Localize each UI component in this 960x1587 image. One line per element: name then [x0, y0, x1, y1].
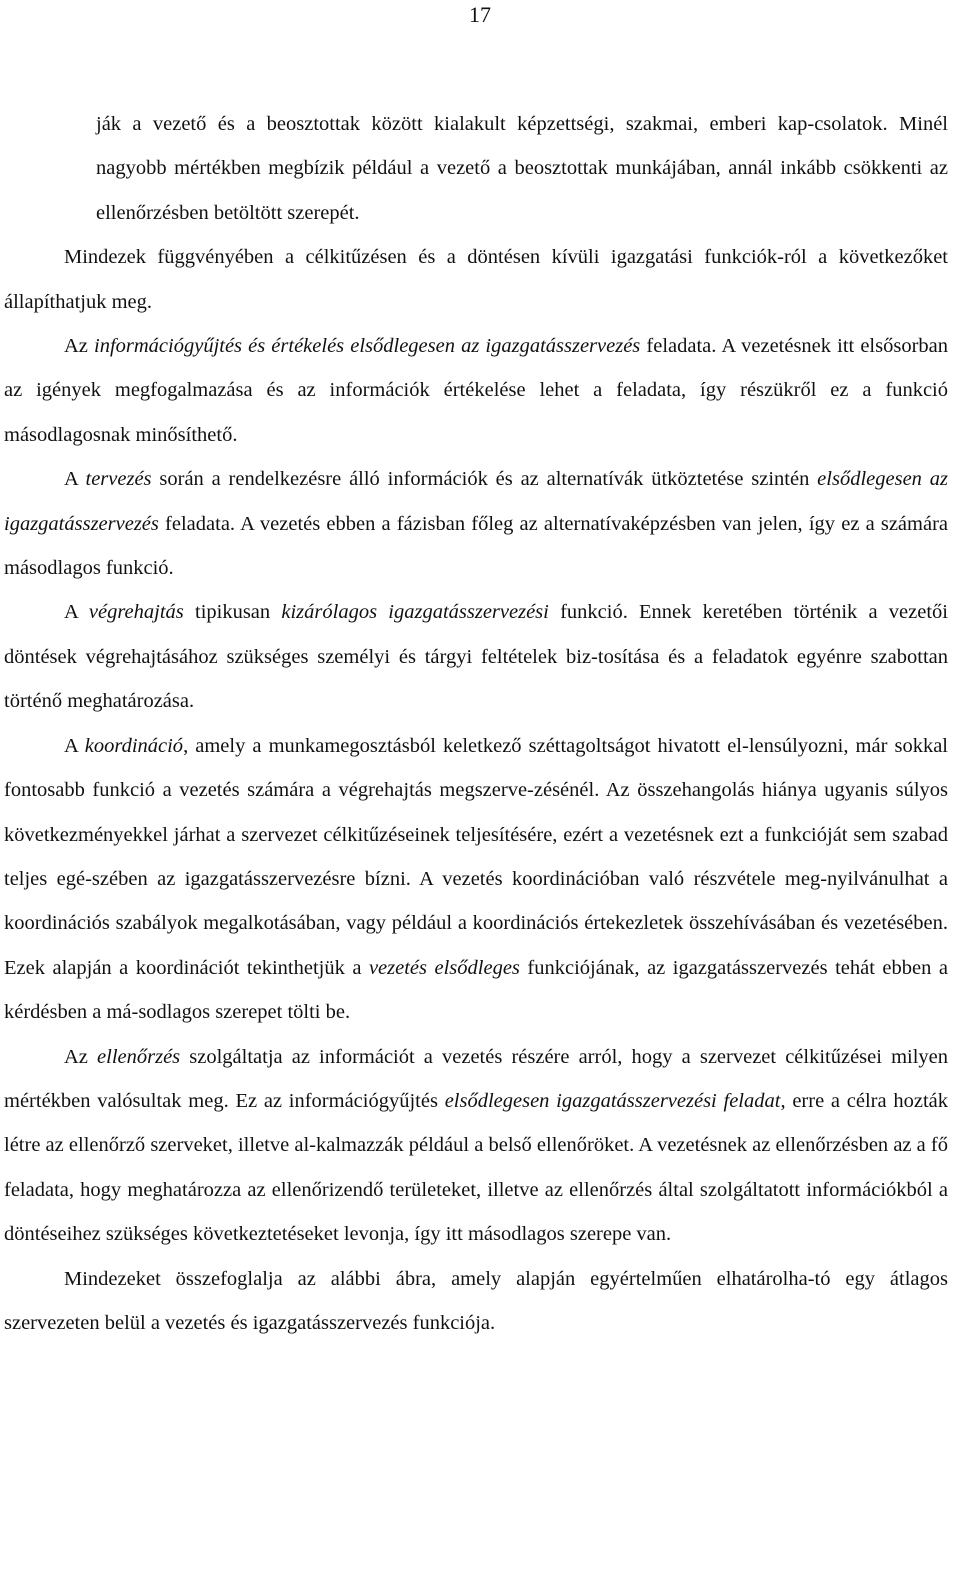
text-run: A [64, 601, 89, 624]
italic-run: tervezés [85, 468, 152, 491]
italic-run: ellenőrzés [97, 1045, 181, 1068]
text-run: ják a vezető és a beosztottak között kialakult képzettségi, szakmai, emberi kap-csolatok. Minél nagyobb mértékben megbízik például a vezető a beosztottak munkájában, annál inkább csökkenti az ellenőrzésben betöltött szerepét. [96, 113, 948, 224]
text-run: Mindezeket összefoglalja az alábbi ábra, amely alapján egyértelműen elhatárolha-tó egy átlagos szervezeten belül a vezetés és igazgatásszervezés funkciója. [4, 1267, 948, 1334]
text-run: tipikusan [183, 601, 282, 624]
italic-run: vezetés elsődleges [368, 956, 520, 979]
document-body [4, 102, 948, 1345]
paragraph [4, 1257, 948, 1346]
text-run: funkció. Ennek keretében történik a vezetői döntések végrehajtásához szükséges személyi és tárgyi feltételek biz-tosítása és a feladatok egyénre szabottan történő meghatározása. [4, 601, 948, 713]
paragraph [4, 1035, 948, 1257]
text-run: A [64, 468, 86, 491]
page-number: 17 [469, 2, 491, 27]
text-run: A [64, 734, 85, 757]
text-run: , erre a célra hozták létre az ellenőrző szerveket, illetve al-kalmazzák például a belső ellenőröket. A vezetésnek az ellenőrzésben az a fő feladata, hogy meghatározza az ellenőrizendő területeket, illetve az ellenőrzés által szolgáltatott információkból a döntéseihez szükséges következtetéseket levonja, így itt másodlagos szerepe van. [4, 1089, 948, 1246]
paragraph [4, 235, 948, 324]
text-run: során a rendelkezésre álló információk és az alternatívák ütköztetése szintén [151, 468, 818, 491]
text-run: feladata. A vezetés ebben a fázisban főleg az alternatívaképzésben van jelen, így ez a számára másodlagos funkció. [4, 512, 948, 580]
italic-run: végrehajtás [88, 601, 184, 624]
italic-run: információgyűjtés és értékelés elsődlegesen az igazgatásszervezés [94, 335, 641, 358]
text-run: szolgáltatja az információt a vezetés részére arról, hogy a szervezet célkitűzései milyen mértékben valósultak meg. Ez az információgyűjtés [4, 1045, 949, 1112]
text-run: Az [64, 1045, 98, 1068]
paragraph [4, 324, 948, 457]
paragraph [4, 102, 948, 235]
paragraph [4, 457, 948, 590]
text-run: feladata. A vezetésnek itt elsősorban az igények megfogalmazása és az információk értékelése lehet a feladata, így részükről ez a funkció másodlagosnak minősíthető. [4, 335, 948, 446]
italic-run: koordináció [84, 734, 184, 757]
paragraph [4, 724, 948, 1035]
text-run: Az [64, 335, 94, 358]
paragraph [4, 590, 948, 723]
text-run: Mindezek függvényében a célkitűzésen és a döntésen kívüli igazgatási funkciók-ról a következőket állapíthatjuk meg. [4, 246, 948, 313]
italic-run: elsődlegesen igazgatásszervezési feladat [444, 1089, 781, 1112]
italic-run: elsődlegesen az igazgatásszervezés [4, 468, 948, 535]
italic-run: kizárólagos igazgatásszervezési [281, 601, 549, 624]
text-run: funkciójának, az igazgatásszervezés tehát ebben a kérdésben a má-sodlagos szerepet tölti be. [4, 956, 948, 1024]
text-run: , amely a munkamegosztásból keletkező széttagoltságot hivatott el-lensúlyozni, már sokkal fontosabb funkció a vezetés számára a végrehajtás megszerve-zésénél. Az összehangolás hiánya ugyanis súlyos következményekkel járhat a szervezet célkitűzéseinek teljesítésére, ezért a vezetésnek ezt a funkcióját sem szabad teljes egé-szében az igazgatásszervezésre bízni. A vezetés koordinációban való részvétele meg-nyilvánulhat a koordinációs szabályok megalkotásában, vagy például a koordinációs értekezletek összehívásában és vezetésében. Ezek alapján a koordinációt tekinthetjük a [4, 734, 948, 979]
